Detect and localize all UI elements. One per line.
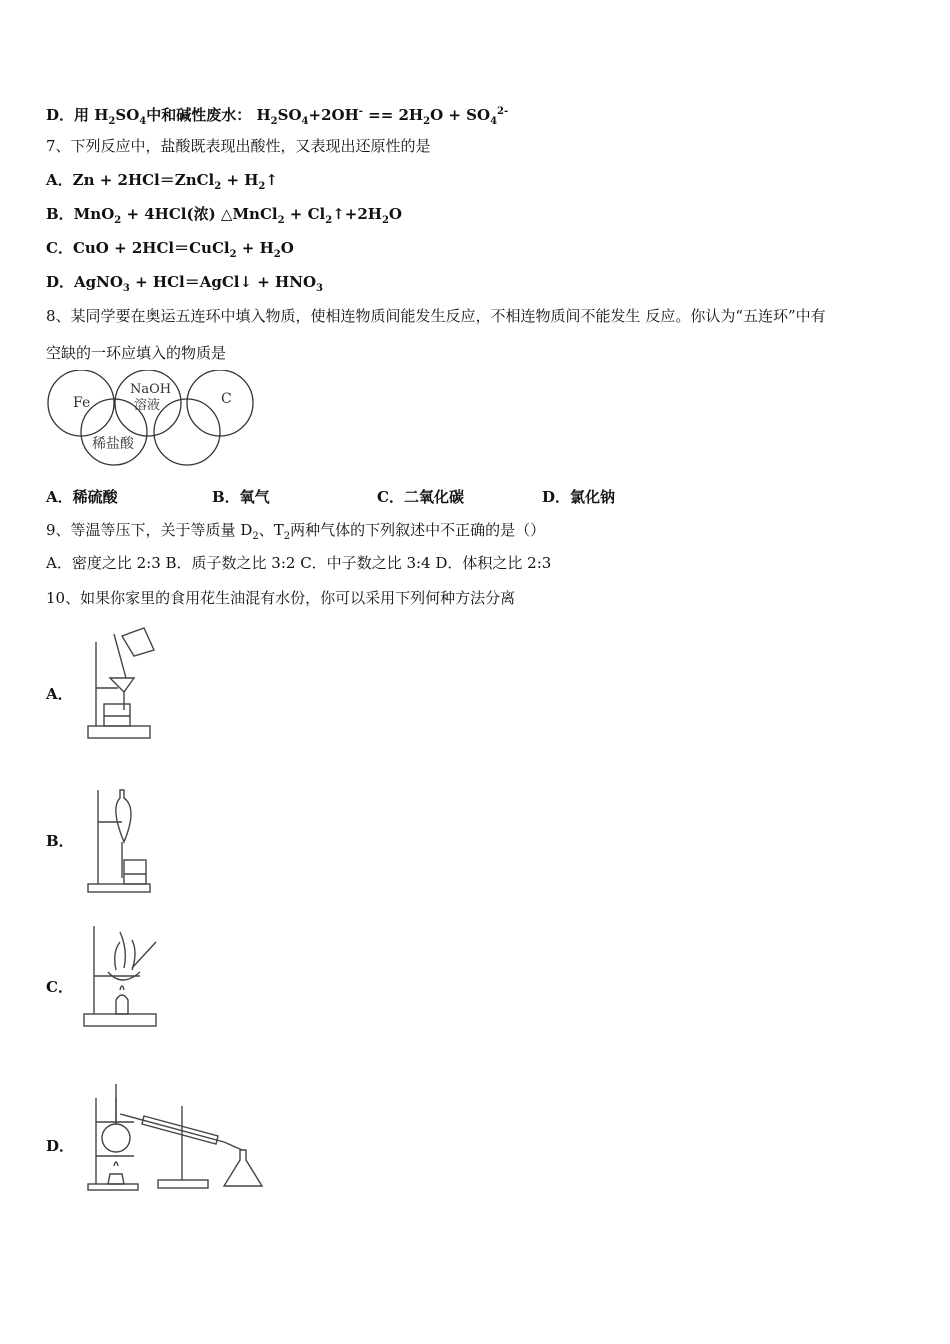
separatory-funnel-apparatus: [84, 786, 164, 894]
question-9: 9、等温等压下，关于等质量 $D_2$、$T_2$两种气体的下列叙述中不正确的是（）: [46, 521, 546, 542]
q10-option-c-label: C．: [46, 978, 73, 996]
q8-option-b: B．氧气: [212, 488, 270, 506]
question-7: 7、下列反应中，盐酸既表现出酸性，又表现出还原性的是: [46, 137, 431, 155]
ring-fe-label: Fe: [73, 395, 91, 411]
ring-c-label: C: [221, 391, 232, 407]
q10-option-b-label: B．: [46, 832, 74, 850]
q8-option-a: A．稀硫酸: [46, 488, 118, 506]
q10-option-a-label: A．: [46, 685, 73, 703]
q9-options: A．密度之比 2:3 B．质子数之比 3:2 C．中子数之比 3:4 D．体积之比 2:3: [46, 554, 552, 572]
question-8-line2: 空缺的一环应填入的物质是: [46, 344, 227, 362]
filtration-apparatus: [84, 626, 164, 742]
ring-naoh-label-2: 溶液: [134, 398, 161, 413]
five-rings-diagram: [44, 370, 259, 470]
q10-option-d-label: D．: [46, 1137, 75, 1155]
q8-option-d: D．氯化钠: [542, 488, 616, 506]
question-8-line1: 8、某同学要在奥运五连环中填入物质，使相连物质间能发生反应，不相连物质间不能发生 反应。你认为“五连环”中有: [46, 307, 826, 325]
evaporation-apparatus: [80, 922, 164, 1030]
q7-option-a: A．Zn + 2HCl＝ZnCl$_2$ + $H_2↑$: [46, 171, 278, 192]
q7-option-b: B．MnO$_2$ + 4HCl(浓) △MnCl$_2$ + $Cl_2↑+2H_2O$: [46, 205, 402, 226]
ring-naoh-label-1: NaOH: [130, 382, 172, 397]
distillation-apparatus: [84, 1078, 270, 1192]
ring-hcl-label: 稀盐酸: [92, 436, 134, 452]
question-10: 10、如果你家里的食用花生油混有水份，你可以采用下列何种方法分离: [46, 589, 516, 607]
prev-option-d: D．用 $H_2SO_4$中和碱性废水： $H_2SO_4+2OH^- == 2H_2O + SO_4^{2-}$: [46, 106, 509, 127]
q8-option-c: C．二氧化碳: [377, 488, 464, 506]
q7-option-c: C．CuO + 2HCl＝CuCl$_2$ + $H_2O$: [46, 239, 294, 260]
q7-option-d: D．AgNO$_3$ + HCl＝AgCl↓ + $HNO_3$: [46, 273, 323, 294]
